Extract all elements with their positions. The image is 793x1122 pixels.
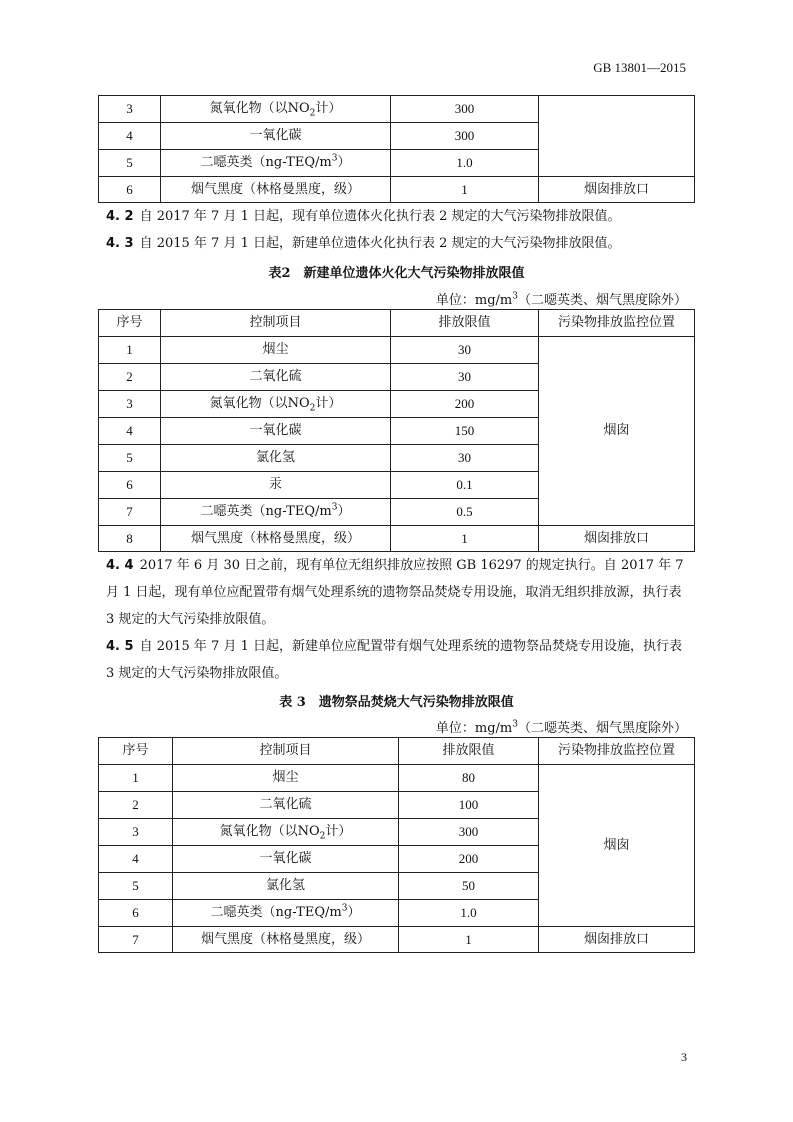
control-item: 一氧化碳	[161, 418, 391, 445]
control-item: 氮氧化物（以$NO_2$计）	[161, 96, 391, 123]
row-number: 1	[99, 765, 173, 792]
limit-value: 200	[391, 391, 539, 418]
clause-number: 4. 2	[106, 209, 134, 224]
clause-number: 4. 3	[106, 236, 134, 251]
monitor-location: 烟囱	[539, 765, 695, 927]
table-row	[99, 765, 695, 792]
header-number: 序号	[99, 738, 173, 765]
monitor-location-last: 烟囱排放口	[539, 927, 695, 953]
table1-continuation	[98, 95, 695, 203]
clause-text: 2017 年 6 月 30 日之前，现有单位无组织排放应按照 GB 16297 的规定执行。自 2017 年 7 月 1 日起，现有单位应配置带有烟气处理系统的遗物祭品焚烧专用设施，取消无组织排放源，执行表 3 规定的大气污染排放限值。	[106, 558, 684, 627]
table-row	[99, 526, 695, 552]
control-item: 二氧化硫	[173, 792, 399, 819]
row-number: 4	[99, 123, 161, 150]
limit-value: 150	[391, 418, 539, 445]
table-row	[99, 96, 695, 123]
row-number: 4	[99, 418, 161, 445]
row-number: 3	[99, 391, 161, 418]
row-number: 1	[99, 337, 161, 364]
table-header-row	[99, 310, 695, 337]
control-item: 烟尘	[161, 337, 391, 364]
control-item: 烟尘	[173, 765, 399, 792]
limit-value: 50	[399, 873, 539, 900]
row-number: 2	[99, 364, 161, 391]
table3	[98, 737, 695, 953]
limit-value: 300	[391, 123, 539, 150]
header-control-item: 控制项目	[161, 310, 391, 337]
limit-value: 0.1	[391, 472, 539, 499]
control-item: 烟气黑度（林格曼黑度，级）	[173, 927, 399, 953]
header-limit: 排放限值	[391, 310, 539, 337]
table2-unit: 单位：$mg/m^3$（二噁英类、烟气黑度除外）	[435, 291, 687, 308]
row-number: 5	[99, 445, 161, 472]
header-limit: 排放限值	[399, 738, 539, 765]
row-number: 6	[99, 900, 173, 927]
clause-4-4	[106, 552, 688, 633]
page-number: 3	[681, 1050, 687, 1064]
limit-value: 1	[399, 927, 539, 953]
row-number: 8	[99, 526, 161, 552]
monitor-location: 烟囱	[539, 337, 695, 526]
control-item: 一氧化碳	[173, 846, 399, 873]
control-item: 一氧化碳	[161, 123, 391, 150]
control-item: 二噁英类$(ng-TEQ/m^3)$	[161, 150, 391, 177]
control-item: 氯化氢	[173, 873, 399, 900]
limit-value: 300	[391, 96, 539, 123]
clause-text: 自 2017 年 7 月 1 日起，现有单位遗体火化执行表 2 规定的大气污染物排放限值。	[139, 209, 621, 224]
limit-value: 200	[399, 846, 539, 873]
control-item: 烟气黑度（林格曼黑度，级）	[161, 177, 391, 203]
clause-number: 4. 4	[106, 558, 134, 573]
row-number: 6	[99, 472, 161, 499]
header-number: 序号	[99, 310, 161, 337]
table-row	[99, 927, 695, 953]
limit-value: 1.0	[399, 900, 539, 927]
row-number: 5	[99, 873, 173, 900]
control-item: 氮氧化物（以$NO_2$计）	[161, 391, 391, 418]
clause-4-2	[106, 203, 688, 230]
header-control-item: 控制项目	[173, 738, 399, 765]
row-number: 4	[99, 846, 173, 873]
monitor-location: 烟囱排放口	[539, 177, 695, 203]
control-item: 二噁英类$(ng-TEQ/m^3)$	[173, 900, 399, 927]
table2	[98, 309, 695, 552]
row-number: 3	[99, 96, 161, 123]
standard-code: GB 13801—2015	[593, 60, 686, 75]
row-number: 3	[99, 819, 173, 846]
limit-value: 30	[391, 445, 539, 472]
limit-value: 0.5	[391, 499, 539, 526]
control-item: 汞	[161, 472, 391, 499]
control-item: 烟气黑度（林格曼黑度，级）	[161, 526, 391, 552]
limit-value: 1	[391, 177, 539, 203]
control-item: 二氧化硫	[161, 364, 391, 391]
clause-4-5	[106, 633, 688, 687]
clause-text: 自 2015 年 7 月 1 日起，新建单位应配置带有烟气处理系统的遗物祭品焚烧专用设施，执行表 3 规定的大气污染物排放限值。	[106, 639, 682, 681]
monitor-location-blank	[539, 96, 695, 177]
clause-4-3	[106, 230, 688, 257]
table-row	[99, 337, 695, 364]
table-row	[99, 177, 695, 203]
header-monitor-location: 污染物排放监控位置	[539, 310, 695, 337]
control-item: 氯化氢	[161, 445, 391, 472]
limit-value: 300	[399, 819, 539, 846]
control-item: 氮氧化物（以$NO_2$计）	[173, 819, 399, 846]
table3-caption: 表 3 遗物祭品焚烧大气污染物排放限值	[279, 695, 514, 710]
limit-value: 1.0	[391, 150, 539, 177]
header-monitor-location: 污染物排放监控位置	[539, 738, 695, 765]
clause-number: 4. 5	[106, 639, 134, 654]
table-header-row	[99, 738, 695, 765]
limit-value: 80	[399, 765, 539, 792]
limit-value: 30	[391, 364, 539, 391]
row-number: 6	[99, 177, 161, 203]
table3-unit: 单位：$mg/m^3$（二噁英类、烟气黑度除外）	[435, 719, 687, 736]
control-item: 二噁英类$(ng-TEQ/m^3)$	[161, 499, 391, 526]
row-number: 7	[99, 927, 173, 953]
row-number: 5	[99, 150, 161, 177]
clause-text: 自 2015 年 7 月 1 日起，新建单位遗体火化执行表 2 规定的大气污染物排放限值。	[139, 236, 621, 251]
row-number: 7	[99, 499, 161, 526]
limit-value: 30	[391, 337, 539, 364]
monitor-location-last: 烟囱排放口	[539, 526, 695, 552]
table2-caption: 表2 新建单位遗体火化大气污染物排放限值	[268, 266, 525, 281]
limit-value: 100	[399, 792, 539, 819]
limit-value: 1	[391, 526, 539, 552]
row-number: 2	[99, 792, 173, 819]
